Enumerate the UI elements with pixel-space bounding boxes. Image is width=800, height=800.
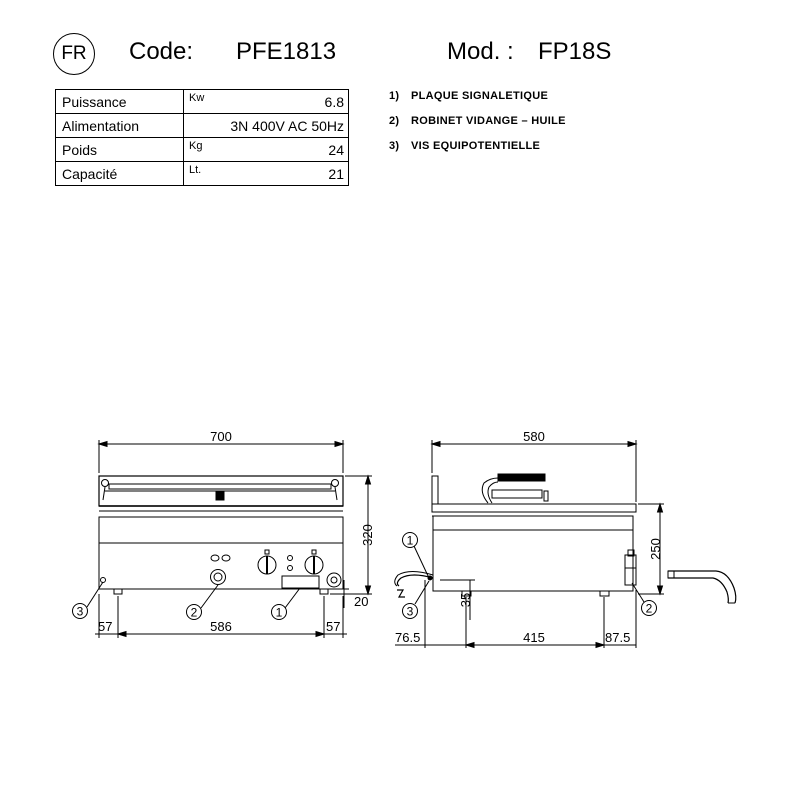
legend-item: 3) VIS EQUIPOTENTIELLE — [389, 140, 541, 152]
dim-side-span: 415 — [523, 630, 545, 645]
callout-3-label: 3 — [76, 604, 84, 619]
dim-left-offset: 57 — [98, 619, 113, 634]
front-view — [73, 429, 376, 638]
callout-1-label: 1 — [406, 533, 414, 548]
country-code: FR — [61, 43, 87, 64]
spec-value: 24 — [328, 141, 344, 158]
callout-3-label: 3 — [406, 604, 414, 619]
dim-foot-height: 20 — [354, 594, 369, 609]
model-value: FP18S — [538, 38, 612, 65]
callout-1-label: 1 — [275, 605, 283, 620]
spec-label: Alimentation — [56, 114, 184, 138]
legend-item: 1) PLAQUE SIGNALETIQUE — [389, 90, 549, 102]
dim-height: 320 — [360, 524, 375, 546]
spec-value: 6.8 — [324, 93, 344, 110]
spec-unit: Kw — [189, 92, 205, 104]
spec-label: Poids — [56, 138, 184, 162]
dim-right-offset: 57 — [326, 619, 341, 634]
spec-unit: Lt. — [189, 164, 202, 176]
code-value: PFE1813 — [236, 38, 337, 65]
model-label: Mod. : — [447, 38, 514, 65]
dim-side-right: 87.5 — [605, 630, 631, 645]
dim-depth: 580 — [523, 429, 545, 444]
spec-label: Capacité — [56, 162, 184, 186]
dim-foot-span: 586 — [210, 619, 232, 634]
spec-value: 21 — [328, 165, 344, 182]
dim-width: 700 — [210, 429, 232, 444]
dim-side-left: 76.5 — [395, 630, 421, 645]
spec-value: 3N 400V AC 50Hz — [230, 117, 344, 134]
spec-label: Puissance — [56, 90, 184, 114]
spec-unit: Kg — [189, 140, 203, 152]
dim-clearance: 35 — [458, 592, 473, 608]
legend-item: 2) ROBINET VIDANGE – HUILE — [389, 115, 566, 127]
side-view — [395, 429, 736, 648]
callout-2-label: 2 — [190, 605, 198, 620]
dim-body-height: 250 — [648, 538, 663, 560]
code-label: Code: — [129, 38, 194, 65]
callout-2-label: 2 — [645, 601, 653, 616]
